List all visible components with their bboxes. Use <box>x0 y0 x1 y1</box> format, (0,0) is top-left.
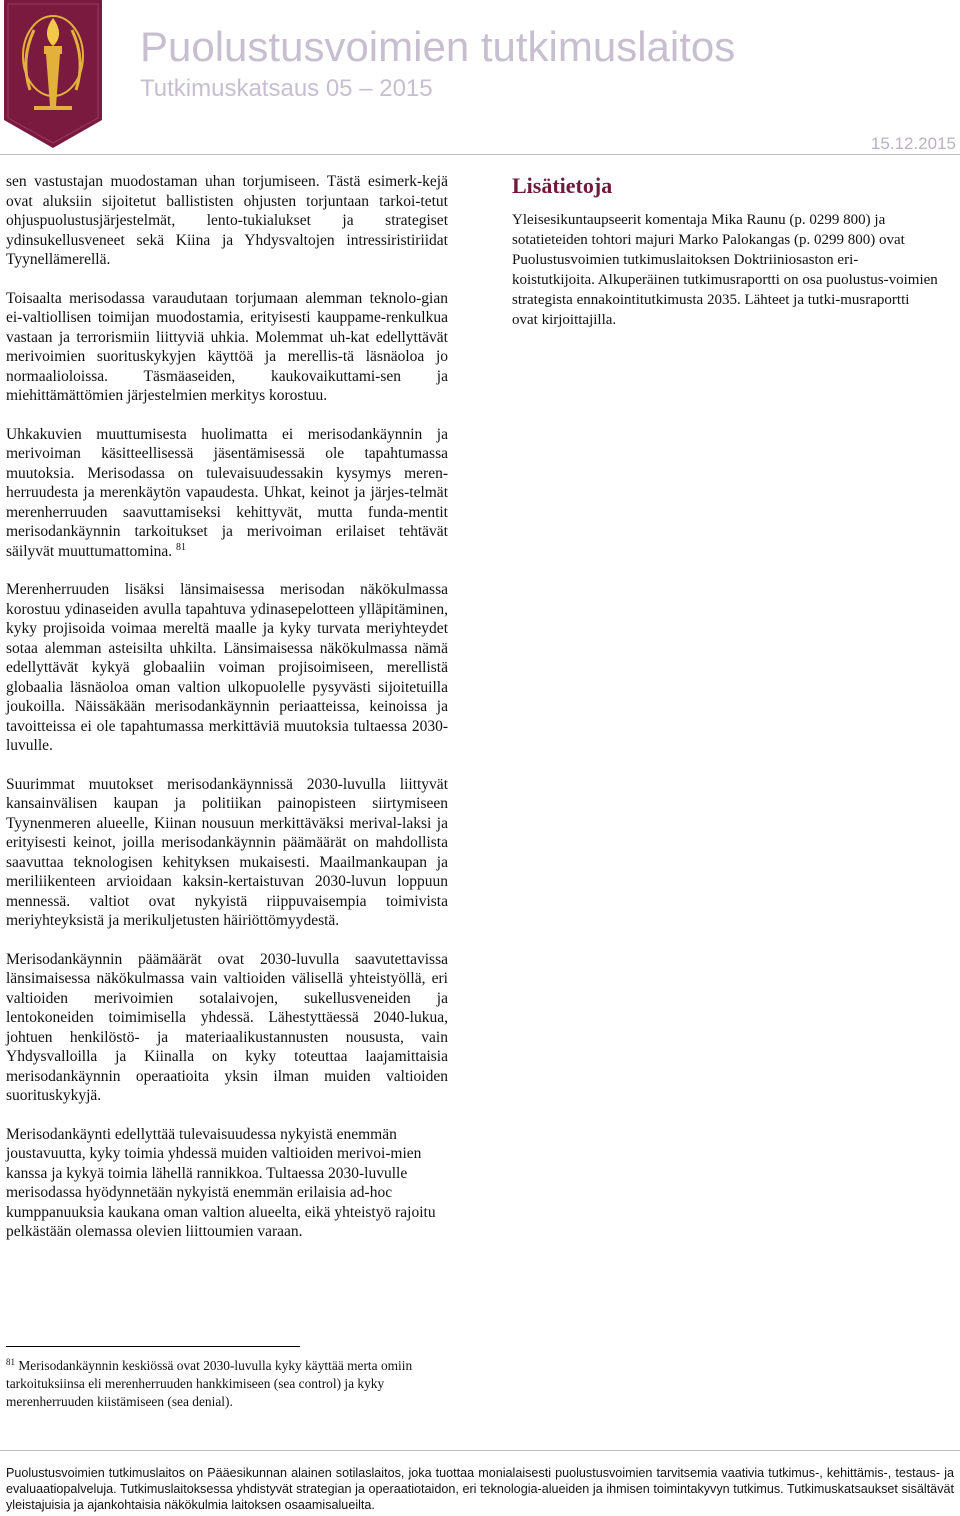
info-box <box>512 172 938 330</box>
series-title: Tutkimuskatsaus 05 – 2015 <box>140 75 433 102</box>
paragraph: Merisodankäynnin päämäärät ovat 2030-luvulla saavutettavissa länsimaisessa näkökulmassa vain valtioiden välisellä yhteistyöllä, eri valtioiden merivoimien sotalaivojen, sukellusveneiden ja lentokoneiden toimimisella yhdessä. Lähestyttäessä 2040-lukua, johtuen henkilöstö- ja materiaalikustannusten noususta, vain Yhdysvalloilla ja Kiinalla on kyky toteuttaa laajamittaisia merisodankäynnin operaatioita yksin ilman muiden valtioiden suorituskykyjä. <box>6 950 448 1104</box>
torch-emblem-icon <box>4 0 102 148</box>
paragraph: Toisaalta merisodassa varaudutaan torjumaan alemman teknolo-gian ei-valtiollisen toimijan muodostamia, erityisesti kauppame-renkulkua vastaan ja terrorismiin liittyviä uhkia. Molemmat uh-kat edellyttävät merivoimien suorituskykyjen käyttöä ja merellis-tä läsnäoloa jo normaalioloissa. Täsmäaseiden, kaukovaikuttami-sen ja miehittämättömien järjestelmien merkitys korostuu. <box>6 289 448 404</box>
footnote-ref[interactable]: 81 <box>176 541 187 553</box>
info-text: Yleisesikuntaupseerit komentaja Mika Raunu (p. 0299 800) ja sotatieteiden tohtori majuri Marko Palokangas (p. 0299 800) ovat Puolustusvoimien tutkimuslaitoksen Doktriiniosaston eri-koistutkijoita. Alkuperäinen tutkimusraportti on osa puolustus-voimien strategista ennakointitutkimusta 2035. Lähteet ja tutki-musraportti ovat kirjoittajilla. <box>512 212 938 328</box>
footnote <box>6 1357 446 1411</box>
paragraph <box>6 425 448 562</box>
paragraph: Merenherruuden lisäksi länsimaisessa merisodan näkökulmassa korostuu ydinaseiden avulla tapahtuva ydinasepelotteen ylläpitäminen, kyky projisoida voimaa mereltä maalle ja kyky turvata meriyhteydet sotaa alemman asteisilta uhkilta. Länsimaisessa näkökulmassa nämä edellyttävät kykyä globaaliin voiman projisoimiseen, merellistä globaalia läsnäoloa oman valtion ulkopuolelle pysyvästi sijoitetuilla joukoilla. Näissäkään merisodankäynnin periaatteissa, keinoissa ja tavoitteissa ei ole tapahtumassa merkittäviä muutoksia tultaessa 2030-luvulle. <box>6 581 448 754</box>
header-divider <box>0 154 960 155</box>
paragraph: sen vastustajan muodostaman uhan torjumiseen. Tästä esimerk-kejä ovat aluksiin sijoitetut ballististen ohjusten torjuntaan tarkoi-tetut ohjuspuolustusjärjestelmät, lento-tukialukset ja strategiset ydinsukellusveneet sekä Kiina ja Yhdysvaltojen intressiristiriidat Tyynellämerellä. <box>6 173 448 268</box>
paragraph: Suurimmat muutokset merisodankäynnissä 2030-luvulla liittyvät kansainvälisen kaupan ja politiikan painopisteen siirtymiseen Tyynenmeren alueelle, Kiinan nousuun merkittäväksi merival-laksi ja erityisesti keinot, joilla merisodankäynnin päämäärät on mahdollista saavuttaa teknologisen kehityksen mukaisesti. Maailmankaupan ja meriliikenteen arvioidaan kaksin-kertaistuvan 2030-luvun loppuun mennessä. valtiot ovat nykyistä riippuvaisempia toimivista meriyhteyksistä ja merikuljetusten häiriöttömyydestä. <box>6 775 448 929</box>
main-column <box>6 172 448 1261</box>
info-heading: Lisätietoja <box>512 173 613 198</box>
footnote-text: Merisodankäynnin keskiössä ovat 2030-luvulla kyky käyttää merta omiin tarkoituksiinsa eli merenherruuden hankkimiseen (sea control) ja kyky merenherruuden kiistämiseen (sea denial). <box>6 1358 413 1409</box>
footnote-number: 81 <box>6 1357 15 1367</box>
paragraph-text: Uhkakuvien muuttumisesta huolimatta ei merisodankäynnin ja merivoiman käsitteellisessä jäsentämisessä ole tapahtumassa muutoksia. Merisodassa on tulevaisuudessakin kysymys meren-herruudesta ja merenkäytön vapaudesta. Uhkat, keinot ja järjes-telmät merenherruuden saavuttamiseksi kehittyvät, mutta funda-mentit merisodankäynnin tarkoitukset ja merivoiman erilaiset tehtävät säilyvät muuttumattomina. <box>6 425 448 560</box>
footer-text: Puolustusvoimien tutkimuslaitos on Pääesikunnan alainen sotilaslaitos, joka tuottaa monialaisesti puolustusvoimien tarvitsemia vaativia tutkimus-, kehittämis-, testaus- ja evaluaatiopalveluja. Tutkimuslaitoksessa yhdistyvät strategian ja operaatiotaidon, eri teknologia-alueiden ja ihmisen toimintakyvyn tutkimus. Tutkimuskatsaukset sisältävät yleistajuisia ja ajankohtaisia näkökulmia laitoksen osaamisalueilta. <box>6 1466 954 1512</box>
footer-divider <box>0 1450 960 1451</box>
org-title: Puolustusvoimien tutkimuslaitos <box>140 23 736 70</box>
paragraph: Merisodankäynti edellyttää tulevaisuudessa nykyistä enemmän joustavuutta, kyky toimia yhdessä muiden valtioiden merivoi-mien kanssa ja kykyä toimia lähellä rannikkoa. Tultaessa 2030-luvulle merisodassa hyödynnetään nykyistä enemmän erilaisia ad-hoc kumppanuuksia kaukana oman valtion alueelta, eikä yhteistyö rajoitu pelkästään olemassa olevien liittoumien varaan. <box>6 1125 436 1240</box>
footnote-divider <box>6 1346 300 1347</box>
publication-date: 15.12.2015 <box>870 134 956 153</box>
